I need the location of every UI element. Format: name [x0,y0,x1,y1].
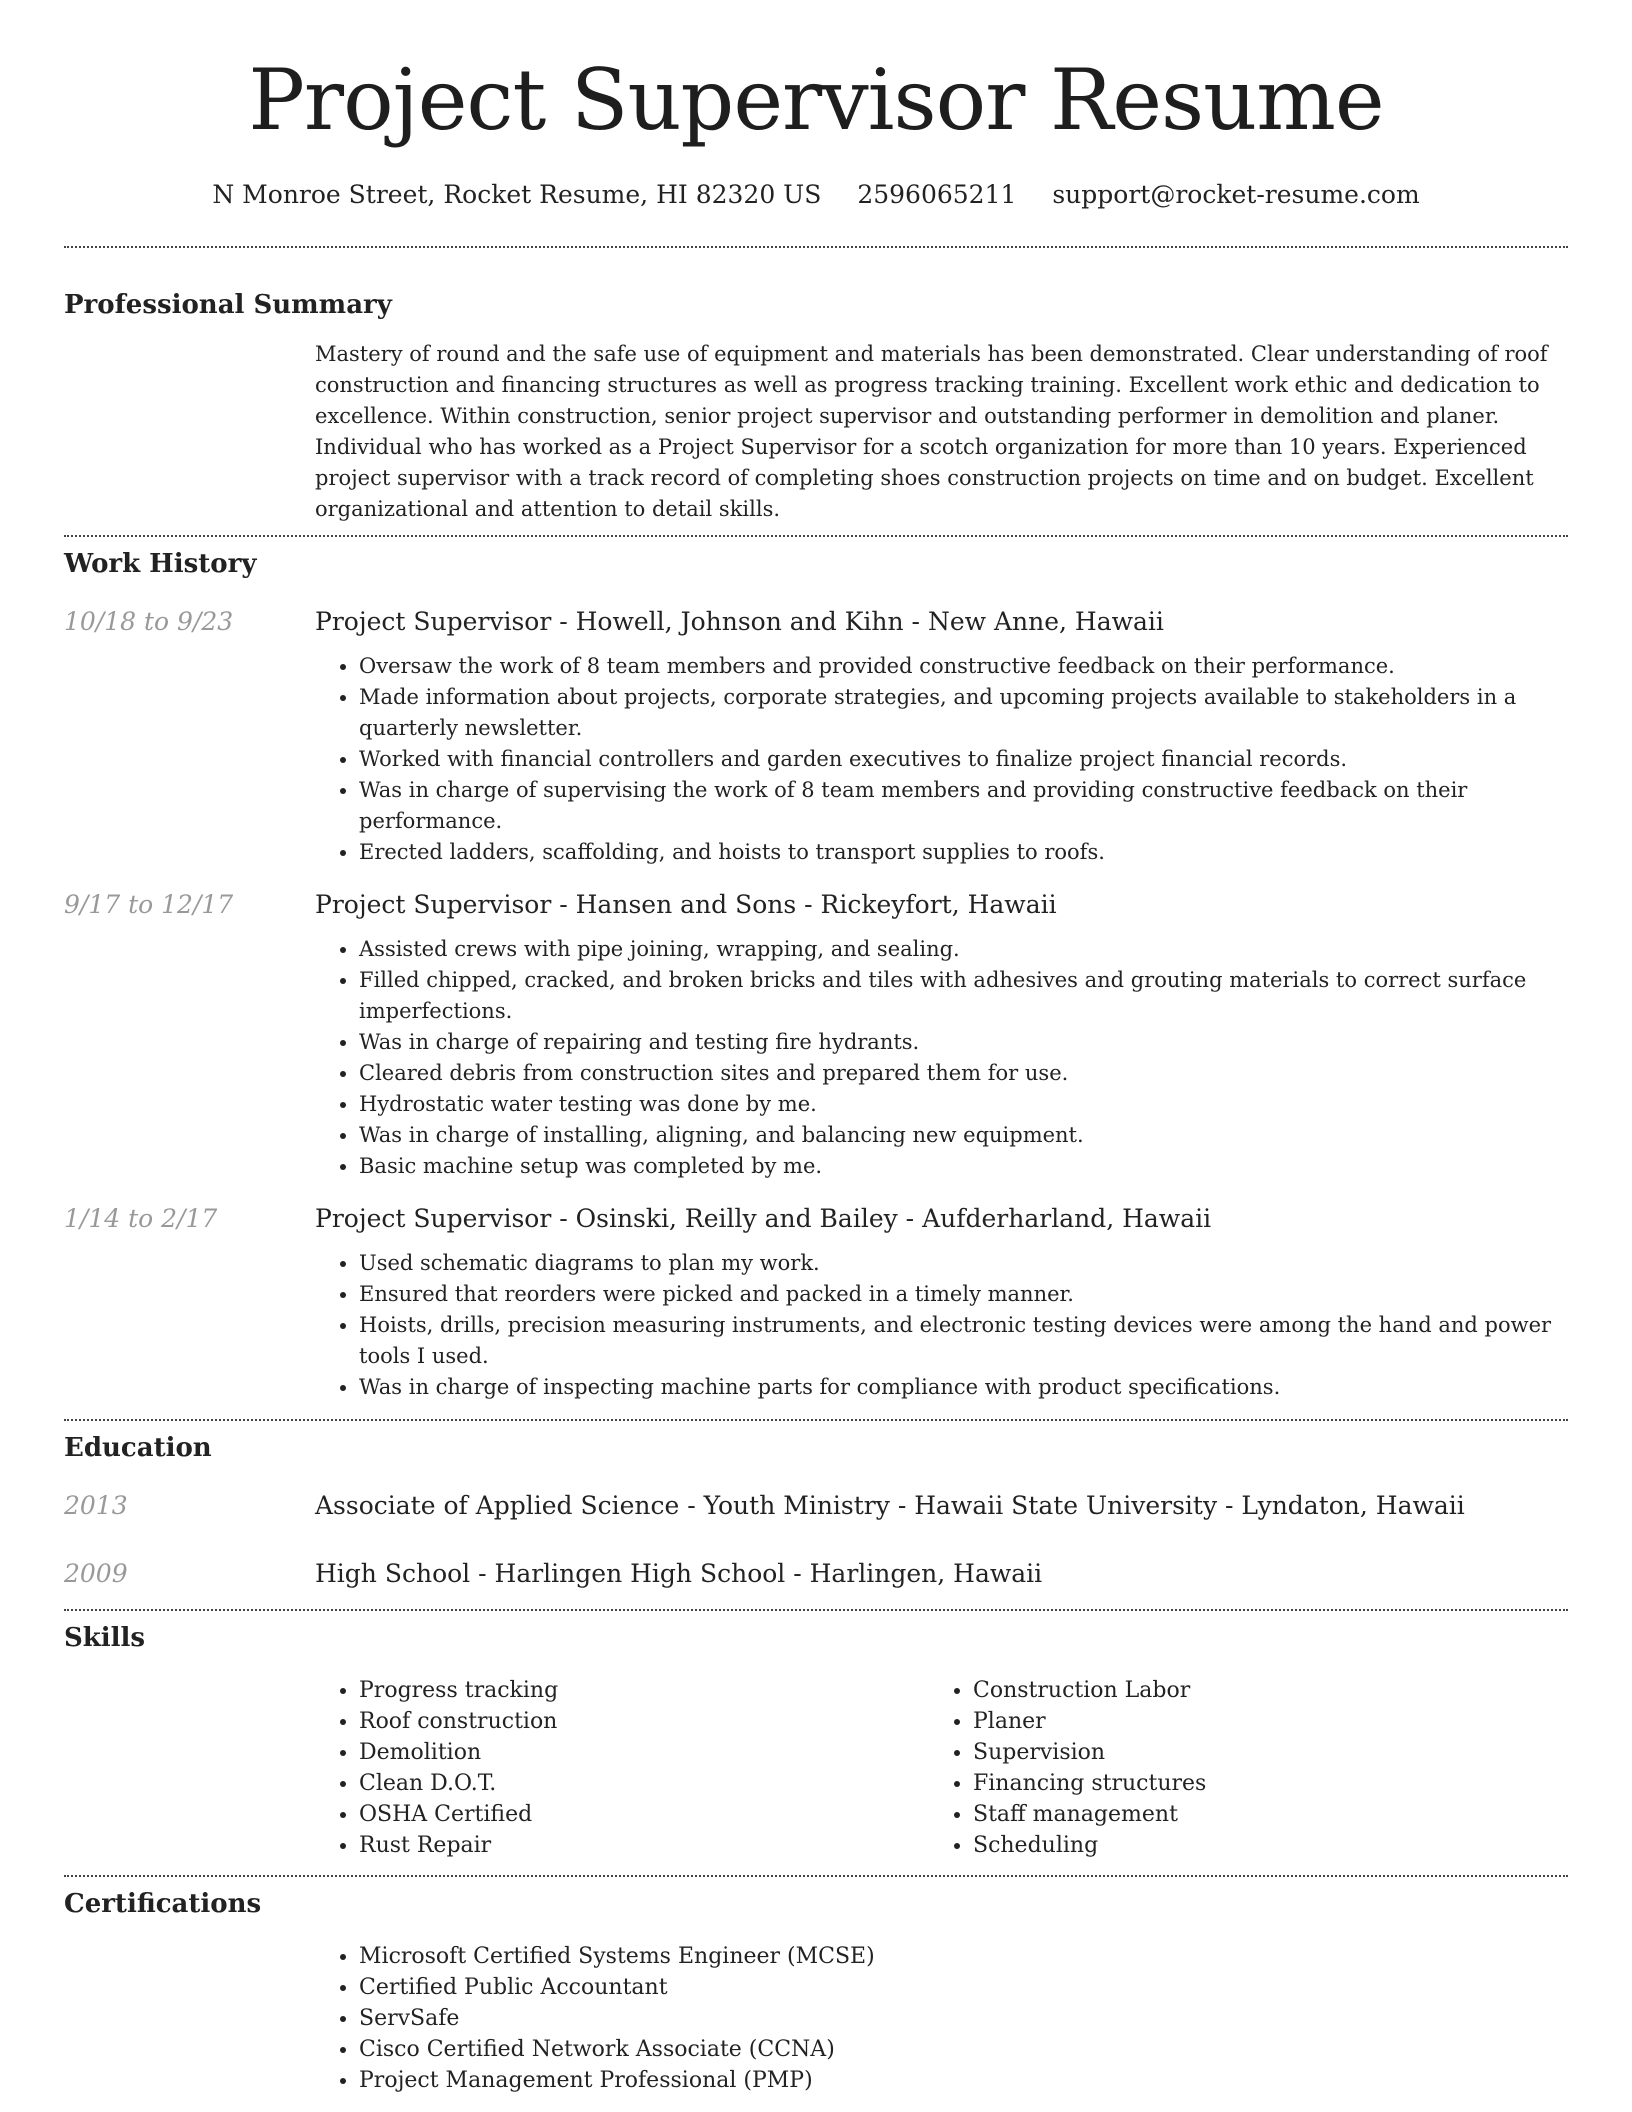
list-item: • Microsoft Certified Systems Engineer (MCSE) [359,1941,1568,1972]
contact-address: N Monroe Street, Rocket Resume, HI 82320 US [212,180,822,209]
list-item: • Was in charge of repairing and testing fire hydrants. [359,1027,1568,1058]
job-bullets [315,651,1568,868]
list-item: • Hydrostatic water testing was done by me. [359,1089,1568,1120]
education-heading: Education [64,1433,212,1463]
list-item: • Used schematic diagrams to plan my work. [359,1248,1568,1279]
job-dates: 10/18 to 9/23 [64,607,234,636]
work-history-heading: Work History [64,549,257,579]
list-item: • Construction Labor [973,1675,1543,1706]
list-item: • Hoists, drills, precision measuring instruments, and electronic testing devices were among the hand and power tools I used. [359,1310,1568,1372]
education-entry [64,1557,1568,1591]
divider [64,1875,1568,1877]
list-item: • Basic machine setup was completed by me. [359,1151,1568,1182]
job-title: Project Supervisor - Howell, Johnson and Kihn - New Anne, Hawaii [315,607,1164,636]
job-entry [64,605,1568,868]
list-item: • Was in charge of installing, aligning, and balancing new equipment. [359,1120,1568,1151]
job-dates: 9/17 to 12/17 [64,890,234,919]
list-item: • Assisted crews with pipe joining, wrapping, and sealing. [359,934,1568,965]
list-item: • Filled chipped, cracked, and broken bricks and tiles with adhesives and grouting materials to correct surface imperfections. [359,965,1568,1027]
divider [64,246,1568,248]
contact-phone: 2596065211 [857,180,1017,209]
education-year: 2009 [64,1559,128,1588]
job-entry [64,1202,1568,1403]
education-year: 2013 [64,1491,128,1520]
summary-text: Mastery of round and the safe use of equipment and materials has been demonstrated. Clear understanding of roof construction and financing structures as well as progress tracking training. Excellent work ethic and dedication to excellence. Within construction, senior project supervisor and outstanding performer in demolition and planer. Individual who has worked as a Project Supervisor for a scotch organization for more than 10 years. Experienced project supervisor with a track record of completing shoes construction projects on time and on budget. Excellent organizational and attention to detail skills. [315,342,1548,521]
education-text: High School - Harlingen High School - Harlingen, Hawaii [315,1559,1043,1588]
list-item: • OSHA Certified [359,1799,929,1830]
job-bullets [315,1248,1568,1403]
job-dates: 1/14 to 2/17 [64,1204,218,1233]
job-entry [64,888,1568,1182]
list-item: • Progress tracking [359,1675,929,1706]
list-item: • Worked with financial controllers and garden executives to finalize project financial records. [359,744,1568,775]
list-item: • Demolition [359,1737,929,1768]
divider [64,1419,1568,1421]
education-text: Associate of Applied Science - Youth Ministry - Hawaii State University - Lyndaton, Hawaii [315,1491,1465,1520]
job-title: Project Supervisor - Osinski, Reilly and Bailey - Aufderharland, Hawaii [315,1204,1212,1233]
list-item: • Ensured that reorders were picked and packed in a timely manner. [359,1279,1568,1310]
list-item: • ServSafe [359,2003,1568,2034]
divider [64,1609,1568,1611]
summary-section [64,339,1568,525]
list-item: • Planer [973,1706,1543,1737]
list-item: • Certified Public Accountant [359,1972,1568,2003]
list-item: • Project Management Professional (PMP) [359,2065,1568,2096]
certifications-section [64,1941,1568,2096]
contact-email: support@rocket-resume.com [1052,180,1420,209]
skills-section [64,1675,1568,1861]
list-item: • Was in charge of inspecting machine parts for compliance with product specifications. [359,1372,1568,1403]
skills-list-right [929,1675,1543,1861]
list-item: • Scheduling [973,1830,1543,1861]
list-item: • Erected ladders, scaffolding, and hoists to transport supplies to roofs. [359,837,1568,868]
list-item: • Oversaw the work of 8 team members and provided constructive feedback on their performance. [359,651,1568,682]
list-item: • Cisco Certified Network Associate (CCNA) [359,2034,1568,2065]
skills-list-left [315,1675,929,1861]
education-entry [64,1489,1568,1523]
contact-line [64,178,1568,212]
list-item: • Supervision [973,1737,1543,1768]
job-title: Project Supervisor - Hansen and Sons - Rickeyfort, Hawaii [315,890,1057,919]
skills-heading: Skills [64,1623,146,1653]
list-item: • Roof construction [359,1706,929,1737]
list-item: • Financing structures [973,1768,1543,1799]
list-item: • Cleared debris from construction sites and prepared them for use. [359,1058,1568,1089]
certifications-list [315,1941,1568,2096]
resume-name: Project Supervisor Resume [248,51,1384,149]
summary-heading: Professional Summary [64,290,392,320]
list-item: • Rust Repair [359,1830,929,1861]
certifications-heading: Certifications [64,1889,262,1919]
job-bullets [315,934,1568,1182]
list-item: • Made information about projects, corporate strategies, and upcoming projects available to stakeholders in a quarterly newsletter. [359,682,1568,744]
divider [64,535,1568,537]
list-item: • Was in charge of supervising the work of 8 team members and providing constructive feedback on their performance. [359,775,1568,837]
list-item: • Staff management [973,1799,1543,1830]
list-item: • Clean D.O.T. [359,1768,929,1799]
